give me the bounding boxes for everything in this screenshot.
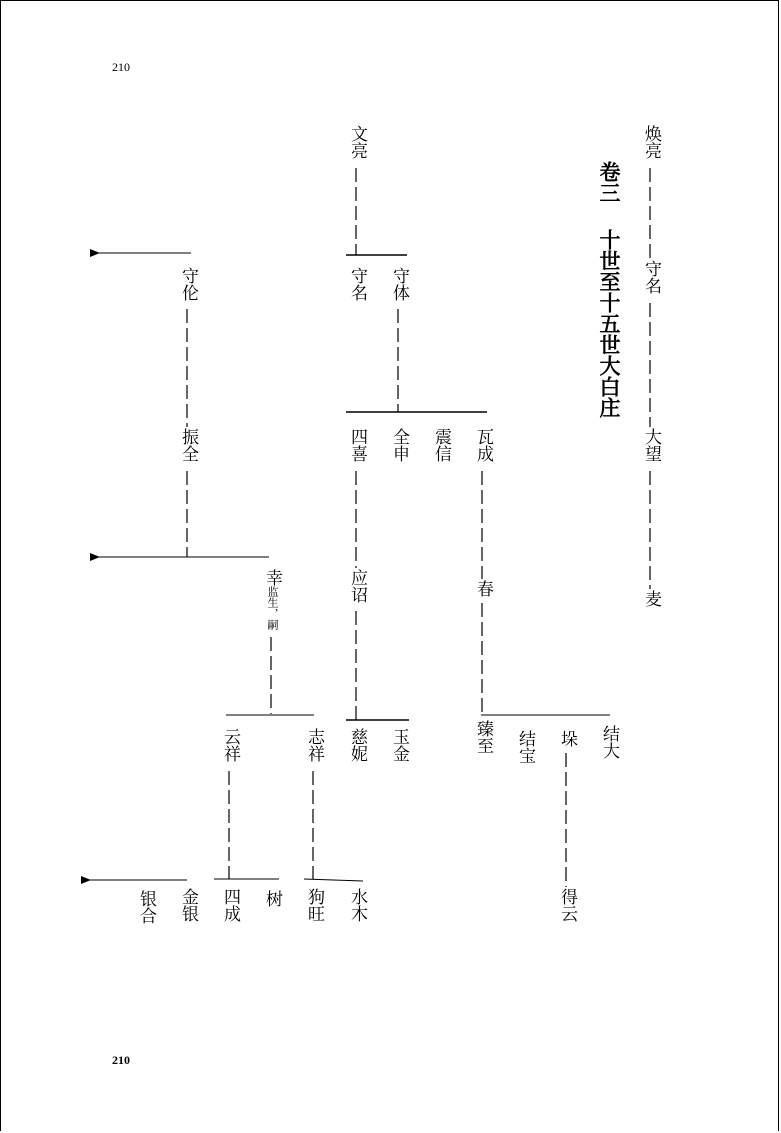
name-zhenzhi: 臻至 (473, 720, 493, 754)
name-zhenquan: 振全 (178, 428, 198, 462)
name-shuimu: 水木 (347, 888, 367, 922)
name-yunxiang: 云祥 (220, 728, 240, 762)
page-number-bottom: 210 (112, 1053, 130, 1067)
name-yinhe: 银合 (136, 890, 156, 924)
name-xing: 幸监生，嗣 (262, 569, 282, 630)
name-gouwang: 狗旺 (304, 888, 324, 922)
name-zhenxin: 震信 (431, 428, 451, 462)
name-shouming-right: 守名 (641, 260, 661, 294)
name-jiebao: 结宝 (515, 730, 535, 764)
name-yingzhao: 应诏 (347, 569, 367, 603)
name-shouti: 守体 (389, 267, 409, 301)
name-sixi: 四喜 (347, 428, 367, 462)
name-wenliang: 文亮 (347, 125, 367, 159)
name-quanshen: 全申 (389, 428, 409, 462)
name-shouming: 守名 (347, 267, 367, 301)
name-mai: 麦 (641, 590, 661, 607)
name-chun: 春 (473, 580, 493, 597)
volume-title: 卷三 (597, 161, 621, 203)
xing-note: 监生，嗣 (266, 586, 279, 630)
name-shu: 树 (262, 890, 282, 907)
name-dawang: 大望 (641, 428, 661, 462)
name-ciyi: 慈妮 (347, 728, 367, 762)
chapter-heading: 十世至十五世大白庄 (597, 229, 621, 418)
name-jinyin: 金银 (178, 888, 198, 922)
name-shoulun: 守伦 (178, 267, 198, 301)
name-huanliang: 焕亮 (641, 125, 661, 159)
lineage-lines (1, 1, 780, 1132)
name-zhixiang: 志祥 (304, 728, 324, 762)
bar-gouwang-shuimu (304, 879, 363, 881)
name-duo: 垛 (557, 730, 577, 747)
name-yujin: 玉金 (389, 728, 409, 762)
name-jieda: 结大 (599, 725, 619, 759)
page-number-top: 210 (112, 60, 130, 74)
name-deyun: 得云 (557, 888, 577, 922)
name-wacheng: 瓦成 (473, 428, 493, 462)
name-sicheng: 四成 (220, 888, 240, 922)
